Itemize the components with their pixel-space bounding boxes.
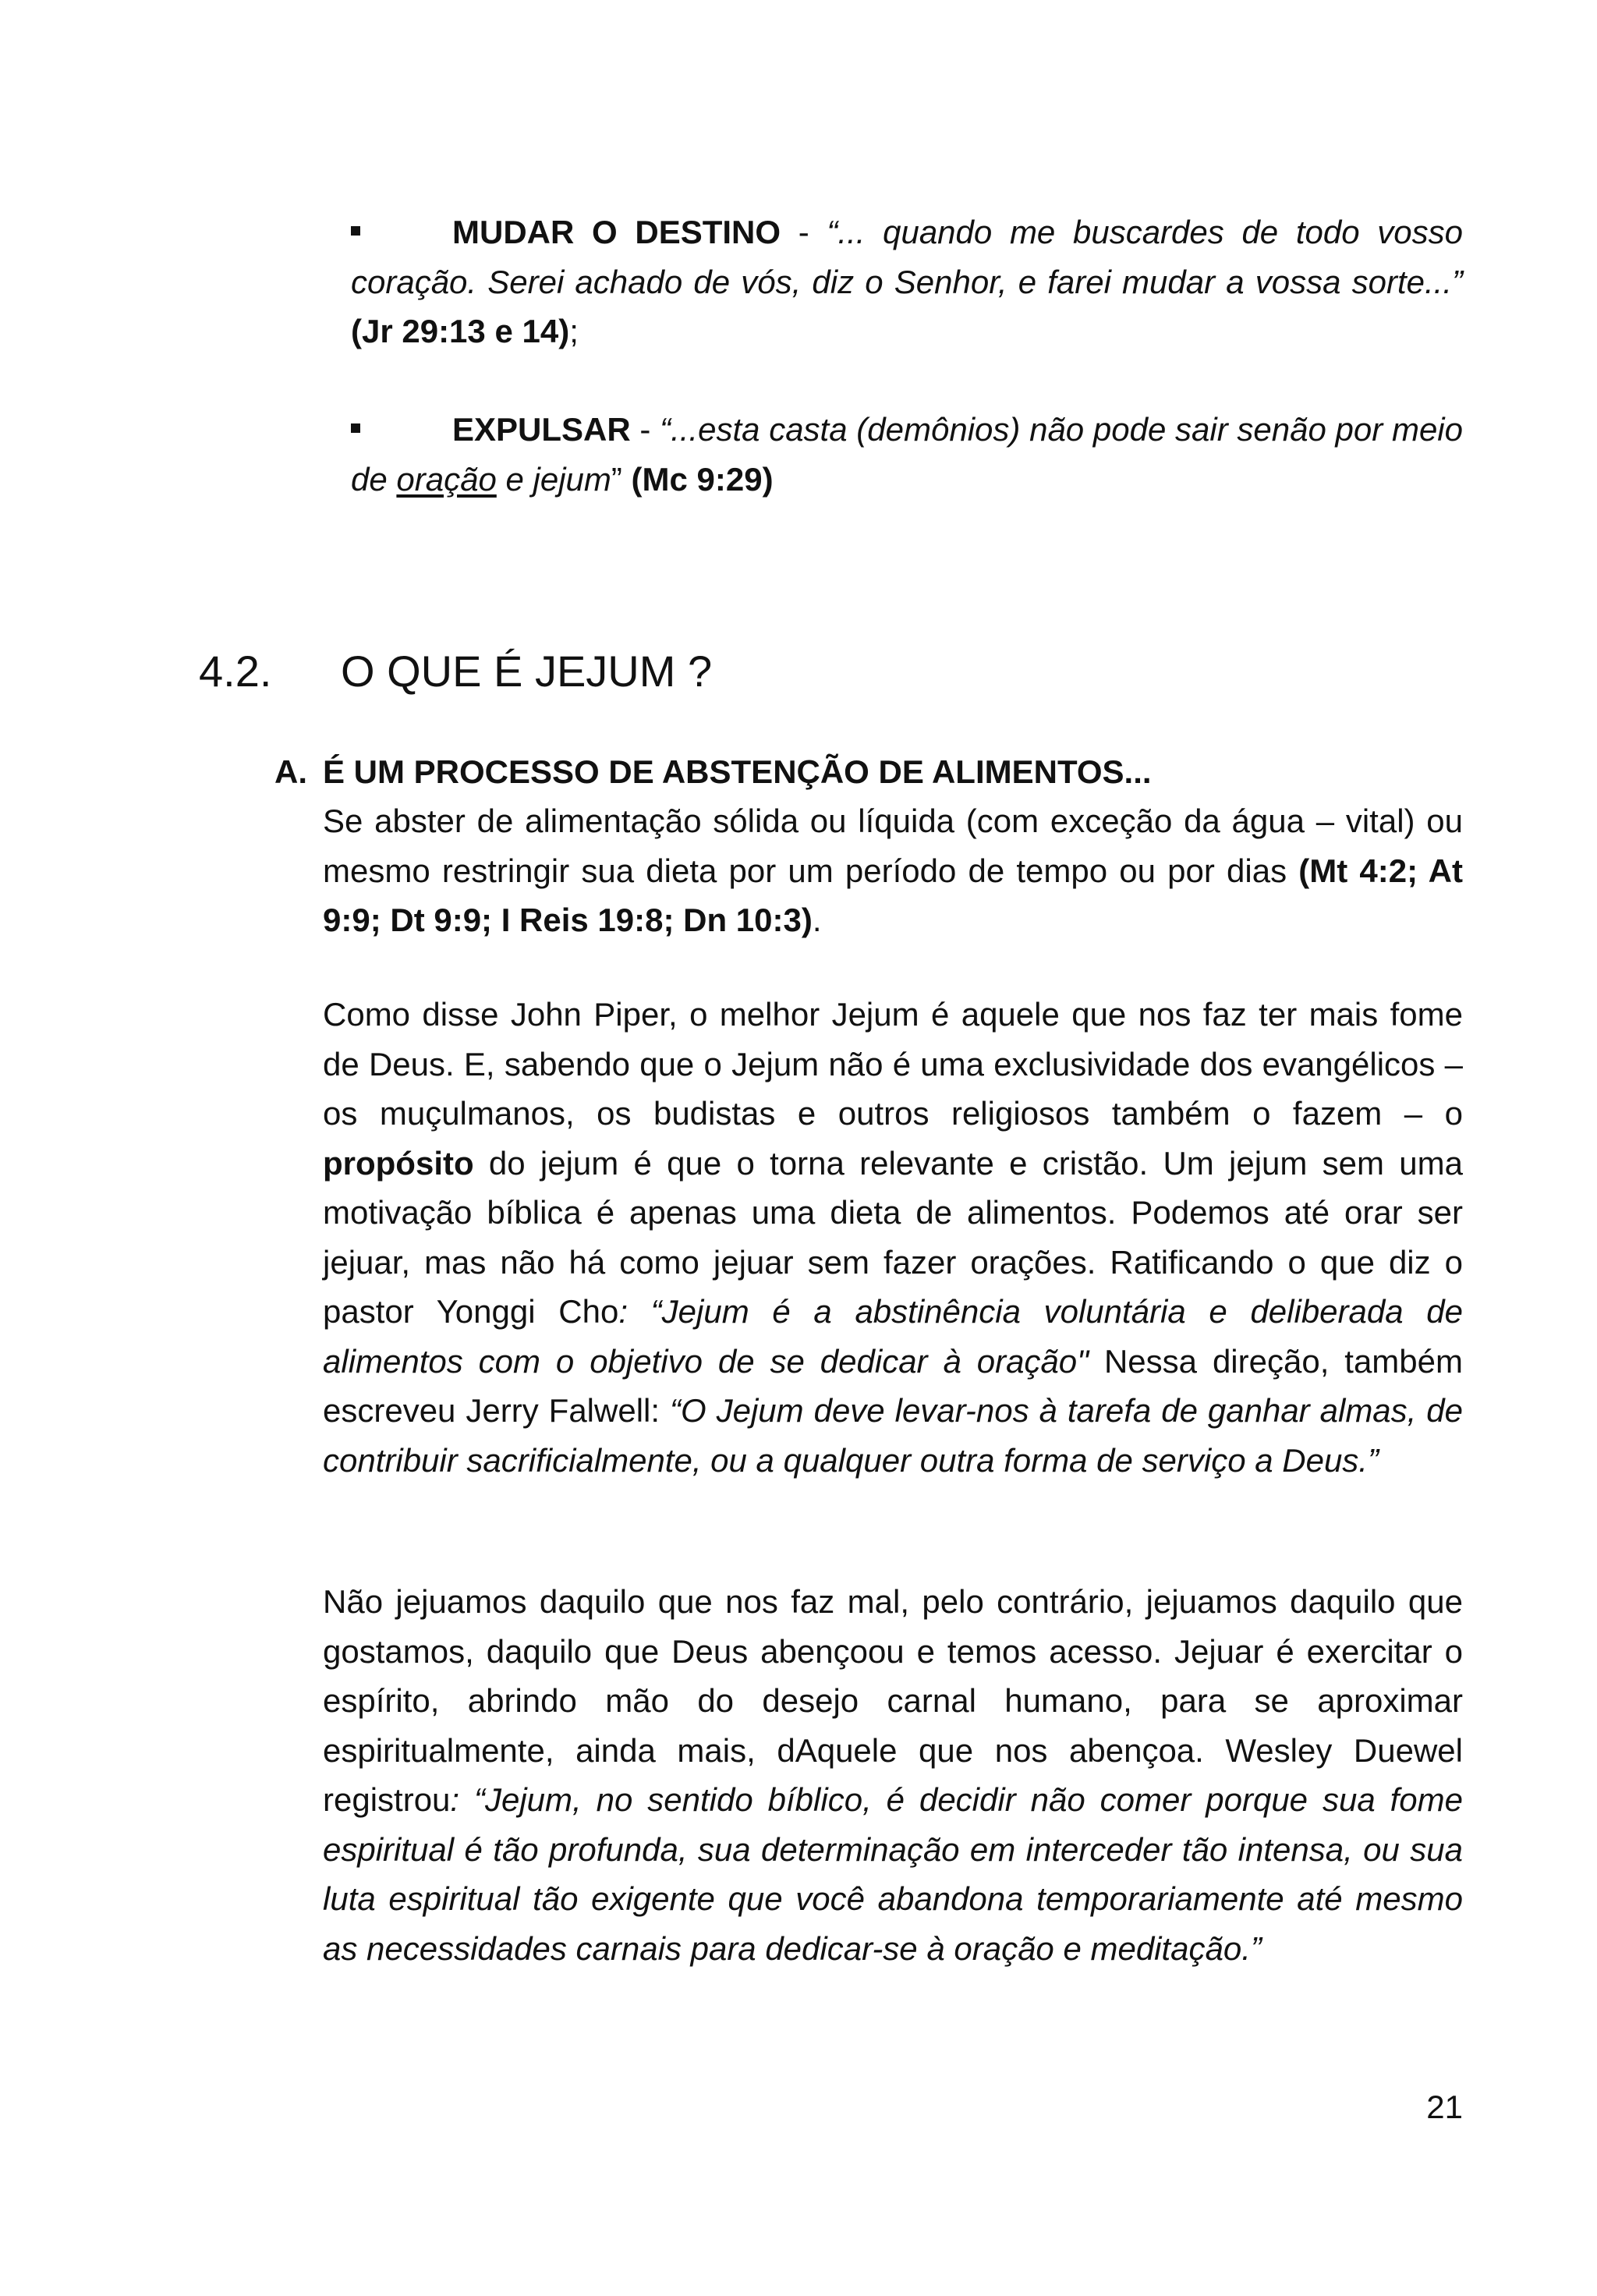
subheading-letter: A. <box>274 753 307 790</box>
bullet-end: ; <box>569 313 579 349</box>
quote-mark: ” <box>611 460 622 498</box>
bullet-keyword: MUDAR O DESTINO <box>452 214 781 250</box>
paragraph-body: Como disse John Piper, o melhor Jejum é aquele que nos faz ter mais fome de Deus. E, sabendo que o Jejum não é uma exclusividade dos evangélicos – os muçulmanos, os budistas e outros religiosos também o fazem – o <box>323 996 1463 1132</box>
paragraph-duewel <box>323 1577 1463 1973</box>
bullet-separator: - <box>630 411 660 448</box>
paragraph-end: . <box>812 902 822 938</box>
paragraph-body: Nessa direção, também escreveu Jerry Falwell: <box>323 1342 1463 1429</box>
bullet-reference: (Jr 29:13 e 14) <box>351 313 570 349</box>
bullet-text <box>351 405 1463 504</box>
paragraph-text <box>323 796 1463 945</box>
bold-word: propósito <box>323 1144 474 1182</box>
quote-cho: : “Jejum é a abstinência voluntária e deliberada de alimentos com o objetivo de se dedicar à oração" <box>323 1293 1463 1380</box>
bullet-separator: - <box>781 214 827 250</box>
paragraph-text <box>323 990 1463 1485</box>
paragraph-body: Se abster de alimentação sólida ou líquida (com exceção da água – vital) ou mesmo restringir sua dieta por um período de tempo ou por dias <box>323 803 1463 889</box>
bullet-keyword: EXPULSAR <box>452 411 631 448</box>
paragraph-body: do jejum é que o torna relevante e cristão. Um jejum sem uma motivação bíblica é apenas uma dieta de alimentos. Podemos até orar ser jejuar, mas não há como jejuar sem fazer orações. Ratificando o que diz o pastor Yonggi Cho <box>323 1144 1463 1330</box>
paragraph-body: Não jejuamos daquilo que nos faz mal, pelo contrário, jejuamos daquilo que gostamos, daquilo que Deus abençoou e temos acesso. Jejuar é exercitar o espírito, abrindo mão do desejo carnal humano, para se aproximar espiritualmente, ainda mais, dAquele que nos abençoa. Wesley Duewel registrou <box>323 1583 1463 1818</box>
subheading-title: É UM PROCESSO DE ABSTENÇÃO DE ALIMENTOS... <box>323 753 1152 790</box>
page-number: 21 <box>1426 2089 1463 2125</box>
square-bullet-icon <box>351 226 360 236</box>
scripture-references: (Mt 4:2; At 9:9; Dt 9:9; I Reis 19:8; Dn 10:3) <box>323 852 1463 938</box>
bullet-quote: “... quando me buscardes de todo vosso coração. Serei achado de vós, diz o Senhor, e farei mudar a vossa sorte...” <box>351 214 1464 300</box>
quote-falwell: “O Jejum deve levar-nos à tarefa de ganhar almas, de contribuir sacrificialmente, ou a qualquer outra forma de serviço a Deus.” <box>323 1392 1463 1479</box>
bullet-text <box>351 207 1463 356</box>
bullet-item-expulsar <box>351 405 1463 504</box>
paragraph-definition <box>323 796 1463 945</box>
section-title: O QUE É JEJUM ? <box>341 647 713 696</box>
paragraph-piper <box>323 990 1463 1485</box>
subheading-a <box>274 747 1468 797</box>
section-number: 4.2. <box>199 647 272 696</box>
underlined-word: oração <box>396 460 497 498</box>
quote-duewel: : “Jejum, no sentido bíblico, é decidir não comer porque sua fome espiritual é tão profunda, sua determinação em interceder tão intensa, ou sua luta espiritual tão exigente que você abandona temporariamente até mesmo as necessidades carnais para dedicar-se à oração e meditação.” <box>323 1781 1463 1967</box>
square-bullet-icon <box>351 423 360 433</box>
bullet-reference: (Mc 9:29) <box>631 460 774 498</box>
section-heading <box>199 644 712 699</box>
bullet-item-mudar-o-destino <box>351 207 1463 356</box>
quote-part: “...esta casta (demônios) não pode sair senão por meio de <box>351 411 1463 498</box>
quote-part: e jejum <box>496 460 611 498</box>
paragraph-text <box>323 1577 1463 1973</box>
